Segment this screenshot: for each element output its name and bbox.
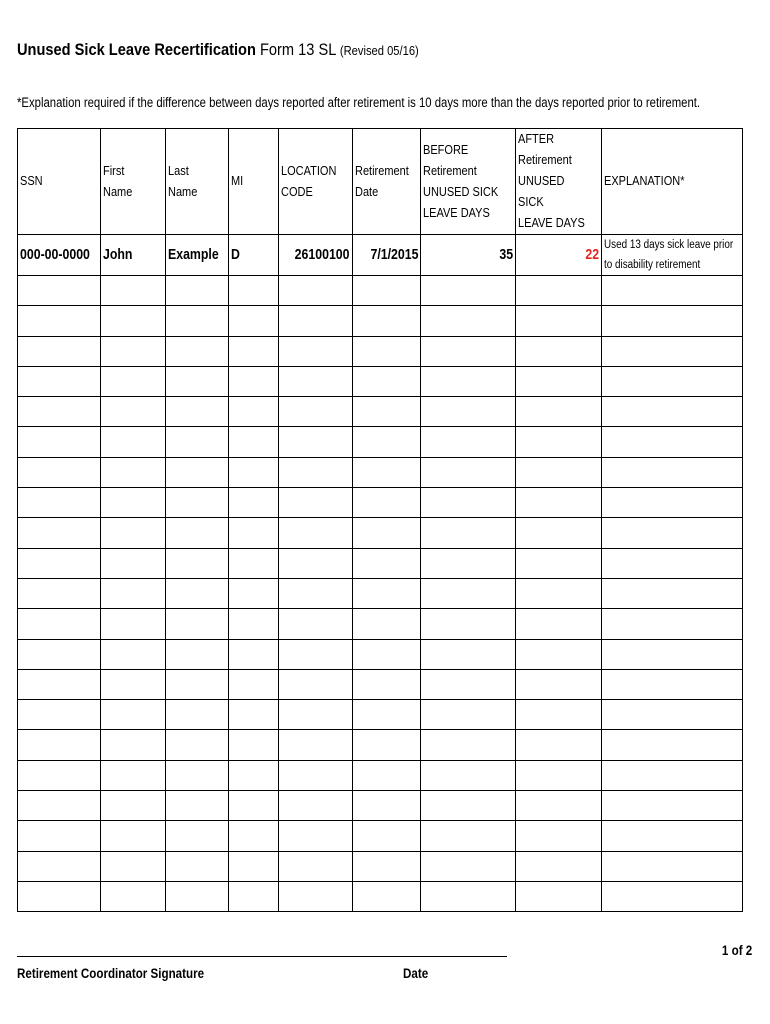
empty-cell[interactable] xyxy=(279,306,353,336)
empty-cell[interactable] xyxy=(353,791,421,821)
empty-cell[interactable] xyxy=(516,518,602,548)
empty-cell[interactable] xyxy=(229,457,279,487)
empty-cell[interactable] xyxy=(602,881,743,911)
empty-cell[interactable] xyxy=(353,881,421,911)
empty-cell[interactable] xyxy=(18,669,101,699)
empty-cell[interactable] xyxy=(229,609,279,639)
empty-cell[interactable] xyxy=(602,518,743,548)
empty-cell[interactable] xyxy=(18,457,101,487)
header-first-name: First Name xyxy=(101,129,166,235)
empty-cell[interactable] xyxy=(166,730,229,760)
cell-last-name[interactable]: Example xyxy=(166,235,229,276)
empty-cell[interactable] xyxy=(101,851,166,881)
empty-cell[interactable] xyxy=(166,276,229,306)
empty-cell[interactable] xyxy=(229,397,279,427)
empty-cell[interactable] xyxy=(516,821,602,851)
empty-cell[interactable] xyxy=(166,851,229,881)
empty-cell[interactable] xyxy=(602,548,743,578)
empty-cell[interactable] xyxy=(602,366,743,396)
empty-cell[interactable] xyxy=(602,851,743,881)
empty-cell[interactable] xyxy=(166,457,229,487)
empty-cell[interactable] xyxy=(353,488,421,518)
empty-cell[interactable] xyxy=(101,730,166,760)
empty-cell[interactable] xyxy=(18,730,101,760)
empty-cell[interactable] xyxy=(516,760,602,790)
empty-cell[interactable] xyxy=(421,700,516,730)
empty-cell[interactable] xyxy=(229,578,279,608)
signature-label: Retirement Coordinator Signature xyxy=(17,966,205,981)
empty-cell[interactable] xyxy=(353,427,421,457)
empty-cell[interactable] xyxy=(166,336,229,366)
empty-cell[interactable] xyxy=(421,851,516,881)
form-revision: (Revised 05/16) xyxy=(339,43,419,58)
cell-location-code[interactable]: 26100100 xyxy=(279,235,353,276)
empty-cell[interactable] xyxy=(516,548,602,578)
empty-cell[interactable] xyxy=(18,397,101,427)
table-row xyxy=(18,518,743,548)
empty-cell[interactable] xyxy=(18,760,101,790)
empty-cell[interactable] xyxy=(101,518,166,548)
empty-cell[interactable] xyxy=(229,306,279,336)
empty-cell[interactable] xyxy=(101,578,166,608)
empty-cell[interactable] xyxy=(101,276,166,306)
empty-cell[interactable] xyxy=(279,881,353,911)
empty-cell[interactable] xyxy=(602,609,743,639)
empty-cell[interactable] xyxy=(421,669,516,699)
table-row xyxy=(18,276,743,306)
empty-cell[interactable] xyxy=(101,548,166,578)
empty-cell[interactable] xyxy=(279,639,353,669)
empty-cell[interactable] xyxy=(353,518,421,548)
empty-cell[interactable] xyxy=(602,306,743,336)
empty-cell[interactable] xyxy=(421,609,516,639)
empty-cell[interactable] xyxy=(166,578,229,608)
empty-cell[interactable] xyxy=(166,518,229,548)
empty-cell[interactable] xyxy=(421,336,516,366)
empty-cell[interactable] xyxy=(421,427,516,457)
empty-cell[interactable] xyxy=(353,700,421,730)
empty-cell[interactable] xyxy=(516,427,602,457)
empty-cell[interactable] xyxy=(421,306,516,336)
empty-cell[interactable] xyxy=(166,427,229,457)
empty-cell[interactable] xyxy=(516,306,602,336)
empty-cell[interactable] xyxy=(353,548,421,578)
empty-cell[interactable] xyxy=(229,851,279,881)
empty-cell[interactable] xyxy=(353,276,421,306)
header-mi: MI xyxy=(229,129,279,235)
table-row xyxy=(18,609,743,639)
empty-cell[interactable] xyxy=(229,518,279,548)
empty-cell[interactable] xyxy=(602,669,743,699)
table-row xyxy=(18,791,743,821)
empty-cell[interactable] xyxy=(279,488,353,518)
empty-cell[interactable] xyxy=(166,609,229,639)
empty-cell[interactable] xyxy=(229,760,279,790)
empty-cell[interactable] xyxy=(602,730,743,760)
empty-cell[interactable] xyxy=(421,791,516,821)
empty-cell[interactable] xyxy=(279,851,353,881)
form-title-main: Unused Sick Leave Recertification xyxy=(17,40,256,59)
empty-cell[interactable] xyxy=(602,336,743,366)
empty-cell[interactable] xyxy=(516,700,602,730)
empty-cell[interactable] xyxy=(18,700,101,730)
empty-cell[interactable] xyxy=(353,639,421,669)
empty-cell[interactable] xyxy=(353,669,421,699)
header-retirement-date: Retirement Date xyxy=(353,129,421,235)
empty-cell[interactable] xyxy=(421,276,516,306)
empty-cell[interactable] xyxy=(421,730,516,760)
empty-cell[interactable] xyxy=(421,397,516,427)
empty-cell[interactable] xyxy=(101,306,166,336)
empty-cell[interactable] xyxy=(602,488,743,518)
empty-cell[interactable] xyxy=(421,639,516,669)
empty-cell[interactable] xyxy=(602,276,743,306)
empty-cell[interactable] xyxy=(229,427,279,457)
empty-cell[interactable] xyxy=(101,457,166,487)
empty-cell[interactable] xyxy=(279,457,353,487)
empty-cell[interactable] xyxy=(279,669,353,699)
empty-cell[interactable] xyxy=(18,306,101,336)
empty-cell[interactable] xyxy=(516,336,602,366)
cell-after-days[interactable]: 22 xyxy=(516,235,602,276)
empty-cell[interactable] xyxy=(353,609,421,639)
empty-cell[interactable] xyxy=(516,578,602,608)
table-row xyxy=(18,427,743,457)
empty-cell[interactable] xyxy=(602,821,743,851)
empty-cell[interactable] xyxy=(279,700,353,730)
empty-cell[interactable] xyxy=(602,760,743,790)
empty-cell[interactable] xyxy=(516,791,602,821)
empty-cell[interactable] xyxy=(516,397,602,427)
sample-row xyxy=(18,235,743,276)
empty-cell[interactable] xyxy=(421,457,516,487)
empty-cell[interactable] xyxy=(229,730,279,760)
explanation-note: *Explanation required if the difference between days reported after retirement is 10 days more than the days reported prior to retirement. xyxy=(17,95,701,110)
empty-cell[interactable] xyxy=(101,669,166,699)
empty-cell[interactable] xyxy=(279,336,353,366)
empty-cell[interactable] xyxy=(421,548,516,578)
empty-cell[interactable] xyxy=(516,457,602,487)
empty-cell[interactable] xyxy=(229,821,279,851)
empty-cell[interactable] xyxy=(279,548,353,578)
header-before-days: BEFORE Retirement UNUSED SICK LEAVE DAYS xyxy=(421,129,516,235)
form-number: Form 13 SL xyxy=(255,40,340,59)
empty-cell[interactable] xyxy=(229,488,279,518)
empty-cell[interactable] xyxy=(229,639,279,669)
empty-cell[interactable] xyxy=(279,397,353,427)
empty-cell[interactable] xyxy=(166,548,229,578)
empty-cell[interactable] xyxy=(18,609,101,639)
cell-explanation[interactable]: Used 13 days sick leave prior to disability retirement xyxy=(602,235,743,276)
empty-cell[interactable] xyxy=(353,578,421,608)
empty-cell[interactable] xyxy=(101,488,166,518)
empty-cell[interactable] xyxy=(279,791,353,821)
empty-cell[interactable] xyxy=(279,760,353,790)
empty-cell[interactable] xyxy=(602,700,743,730)
empty-cell[interactable] xyxy=(421,760,516,790)
empty-cell[interactable] xyxy=(101,397,166,427)
table-row xyxy=(18,851,743,881)
empty-cell[interactable] xyxy=(18,276,101,306)
page-number: 1 of 2 xyxy=(721,943,752,958)
empty-cell[interactable] xyxy=(353,457,421,487)
empty-cell[interactable] xyxy=(229,669,279,699)
empty-cell[interactable] xyxy=(516,609,602,639)
empty-cell[interactable] xyxy=(229,881,279,911)
empty-cell[interactable] xyxy=(421,821,516,851)
header-last-name: Last Name xyxy=(166,129,229,235)
empty-cell[interactable] xyxy=(101,821,166,851)
cell-before-days[interactable]: 35 xyxy=(421,235,516,276)
empty-cell[interactable] xyxy=(166,366,229,396)
cell-retirement-date[interactable]: 7/1/2015 xyxy=(353,235,421,276)
empty-cell[interactable] xyxy=(602,578,743,608)
empty-cell[interactable] xyxy=(229,548,279,578)
empty-cell[interactable] xyxy=(602,397,743,427)
table-row xyxy=(18,548,743,578)
table-row xyxy=(18,730,743,760)
empty-cell[interactable] xyxy=(516,881,602,911)
empty-cell[interactable] xyxy=(18,427,101,457)
empty-cell[interactable] xyxy=(166,306,229,336)
empty-cell[interactable] xyxy=(516,730,602,760)
empty-cell[interactable] xyxy=(18,821,101,851)
empty-cell[interactable] xyxy=(101,366,166,396)
empty-cell[interactable] xyxy=(516,276,602,306)
empty-cell[interactable] xyxy=(602,639,743,669)
empty-cell[interactable] xyxy=(602,457,743,487)
table-row xyxy=(18,457,743,487)
empty-cell[interactable] xyxy=(18,366,101,396)
table-row xyxy=(18,366,743,396)
empty-cell[interactable] xyxy=(229,336,279,366)
cell-mi[interactable]: D xyxy=(229,235,279,276)
empty-cell[interactable] xyxy=(166,669,229,699)
empty-cell[interactable] xyxy=(279,427,353,457)
table-row xyxy=(18,821,743,851)
table-row xyxy=(18,336,743,366)
empty-cell[interactable] xyxy=(353,730,421,760)
header-after-days: AFTER Retirement UNUSED SICK LEAVE DAYS xyxy=(516,129,602,235)
empty-cell[interactable] xyxy=(279,821,353,851)
header-explanation: EXPLANATION* xyxy=(602,129,743,235)
empty-cell[interactable] xyxy=(421,881,516,911)
empty-cell[interactable] xyxy=(353,821,421,851)
empty-cell[interactable] xyxy=(166,821,229,851)
empty-cell[interactable] xyxy=(18,791,101,821)
empty-cell[interactable] xyxy=(101,609,166,639)
empty-cell[interactable] xyxy=(101,760,166,790)
table-row xyxy=(18,639,743,669)
empty-cell[interactable] xyxy=(166,791,229,821)
empty-cell[interactable] xyxy=(602,791,743,821)
empty-cell[interactable] xyxy=(229,366,279,396)
empty-cell[interactable] xyxy=(353,336,421,366)
empty-cell[interactable] xyxy=(101,791,166,821)
table-row xyxy=(18,397,743,427)
empty-cell[interactable] xyxy=(353,366,421,396)
empty-cell[interactable] xyxy=(18,851,101,881)
header-location-code: LOCATION CODE xyxy=(279,129,353,235)
empty-cell[interactable] xyxy=(353,306,421,336)
empty-cell[interactable] xyxy=(18,639,101,669)
empty-cell[interactable] xyxy=(279,609,353,639)
empty-cell[interactable] xyxy=(101,336,166,366)
empty-cell[interactable] xyxy=(18,548,101,578)
empty-cell[interactable] xyxy=(18,881,101,911)
empty-cell[interactable] xyxy=(279,730,353,760)
empty-cell[interactable] xyxy=(166,397,229,427)
form-title xyxy=(17,40,419,60)
table-header-row xyxy=(18,129,743,235)
empty-cell[interactable] xyxy=(18,336,101,366)
table-row xyxy=(18,669,743,699)
empty-cell[interactable] xyxy=(421,518,516,548)
empty-cell[interactable] xyxy=(101,427,166,457)
empty-cell[interactable] xyxy=(353,397,421,427)
empty-cell[interactable] xyxy=(101,881,166,911)
table-row xyxy=(18,700,743,730)
empty-cell[interactable] xyxy=(18,518,101,548)
table-row xyxy=(18,578,743,608)
empty-cell[interactable] xyxy=(516,851,602,881)
empty-cell[interactable] xyxy=(166,881,229,911)
empty-cell[interactable] xyxy=(353,760,421,790)
empty-cell[interactable] xyxy=(229,276,279,306)
empty-cell[interactable] xyxy=(18,578,101,608)
table-row xyxy=(18,760,743,790)
empty-cell[interactable] xyxy=(279,518,353,548)
cell-ssn[interactable]: 000-00-0000 xyxy=(18,235,101,276)
empty-cell[interactable] xyxy=(279,578,353,608)
signature-line[interactable] xyxy=(17,956,507,957)
empty-cell[interactable] xyxy=(421,578,516,608)
cell-first-name[interactable]: John xyxy=(101,235,166,276)
empty-cell[interactable] xyxy=(279,276,353,306)
recertification-table xyxy=(17,128,743,912)
empty-cell[interactable] xyxy=(516,488,602,518)
empty-cell[interactable] xyxy=(421,488,516,518)
empty-cell[interactable] xyxy=(516,639,602,669)
empty-cell[interactable] xyxy=(602,427,743,457)
table-row xyxy=(18,881,743,911)
empty-cell[interactable] xyxy=(516,669,602,699)
empty-cell[interactable] xyxy=(166,488,229,518)
empty-cell[interactable] xyxy=(421,366,516,396)
empty-cell[interactable] xyxy=(279,366,353,396)
table-row xyxy=(18,306,743,336)
empty-cell[interactable] xyxy=(101,700,166,730)
empty-cell[interactable] xyxy=(166,639,229,669)
empty-cell[interactable] xyxy=(101,639,166,669)
table-row xyxy=(18,488,743,518)
header-ssn: SSN xyxy=(18,129,101,235)
empty-cell[interactable] xyxy=(353,851,421,881)
empty-cell[interactable] xyxy=(18,488,101,518)
empty-cell[interactable] xyxy=(229,700,279,730)
empty-cell[interactable] xyxy=(166,760,229,790)
date-label: Date xyxy=(403,966,429,981)
empty-cell[interactable] xyxy=(516,366,602,396)
empty-cell[interactable] xyxy=(229,791,279,821)
empty-cell[interactable] xyxy=(166,700,229,730)
